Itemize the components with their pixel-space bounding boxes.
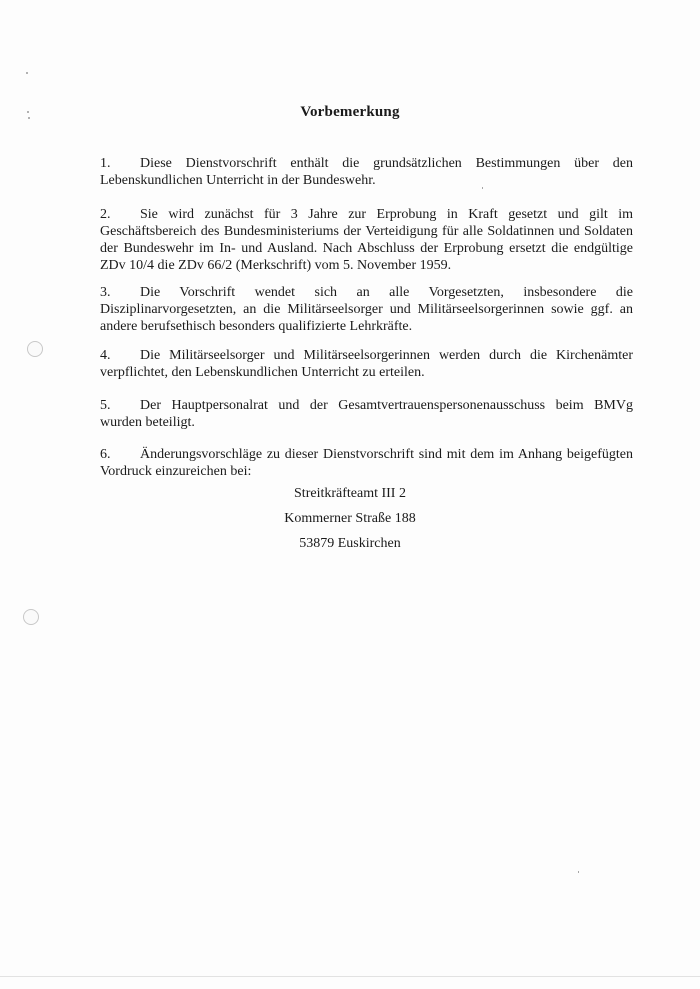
paragraph-1 <box>100 155 633 189</box>
paragraph-2 <box>100 206 633 274</box>
paragraph-text: Der Hauptpersonalrat und der Gesamtvertrauenspersonenausschuss beim BMVg wurden beteiligt. <box>100 398 633 430</box>
paragraph-number: 3. <box>100 285 111 300</box>
document-title: Vorbemerkung <box>300 104 400 120</box>
paragraph-text: Die Vorschrift wendet sich an alle Vorgesetzten, insbesondere die Disziplinarvorgesetzten, an die Militärseelsorger und Militärseelsorgerinnen sowie ggf. an andere berufsethisch besonders qualifizierte Lehrkräfte. <box>100 285 633 334</box>
paragraph-number: 4. <box>100 348 111 363</box>
paragraph-5 <box>100 397 633 431</box>
paragraph-number: 6. <box>100 447 111 462</box>
paragraph-3 <box>100 284 633 335</box>
paragraph-text: Änderungsvorschläge zu dieser Dienstvorschrift sind mit dem im Anhang beigefügten Vordruck einzureichen bei: <box>100 447 633 479</box>
paragraph-text: Sie wird zunächst für 3 Jahre zur Erprobung in Kraft gesetzt und gilt im Geschäftsbereich des Bundesministeriums der Verteidigung für alle Soldatinnen und Soldaten der Bundeswehr im In- und Ausland. Nach Abschluss der Erprobung ersetzt die endgültige ZDv 10/4 die ZDv 66/2 (Merkschrift) vom 5. November 1959. <box>100 207 633 273</box>
page-bottom-edge <box>0 976 700 977</box>
paragraph-text: Die Militärseelsorger und Militärseelsorgerinnen werden durch die Kirchenämter verpflichtet, den Lebenskundlichen Unterricht zu erteilen. <box>100 348 633 380</box>
paragraph-4 <box>100 347 633 381</box>
paragraph-number: 1. <box>100 156 111 171</box>
paragraph-number: 2. <box>100 207 111 222</box>
address-line-organization: Streitkräfteamt III 2 <box>294 486 406 501</box>
paragraph-number: 5. <box>100 398 111 413</box>
paragraph-6 <box>100 446 633 480</box>
punch-hole-mark <box>23 609 39 625</box>
address-line-street: Kommerner Straße 188 <box>284 511 416 526</box>
scan-speck <box>578 871 579 873</box>
punch-hole-mark <box>27 341 43 357</box>
address-line-city: 53879 Euskirchen <box>299 536 401 551</box>
scan-speck <box>26 72 28 74</box>
paragraph-text: Diese Dienstvorschrift enthält die grundsätzlichen Bestimmungen über den Lebenskundlichen Unterricht in der Bundeswehr. <box>100 156 633 188</box>
